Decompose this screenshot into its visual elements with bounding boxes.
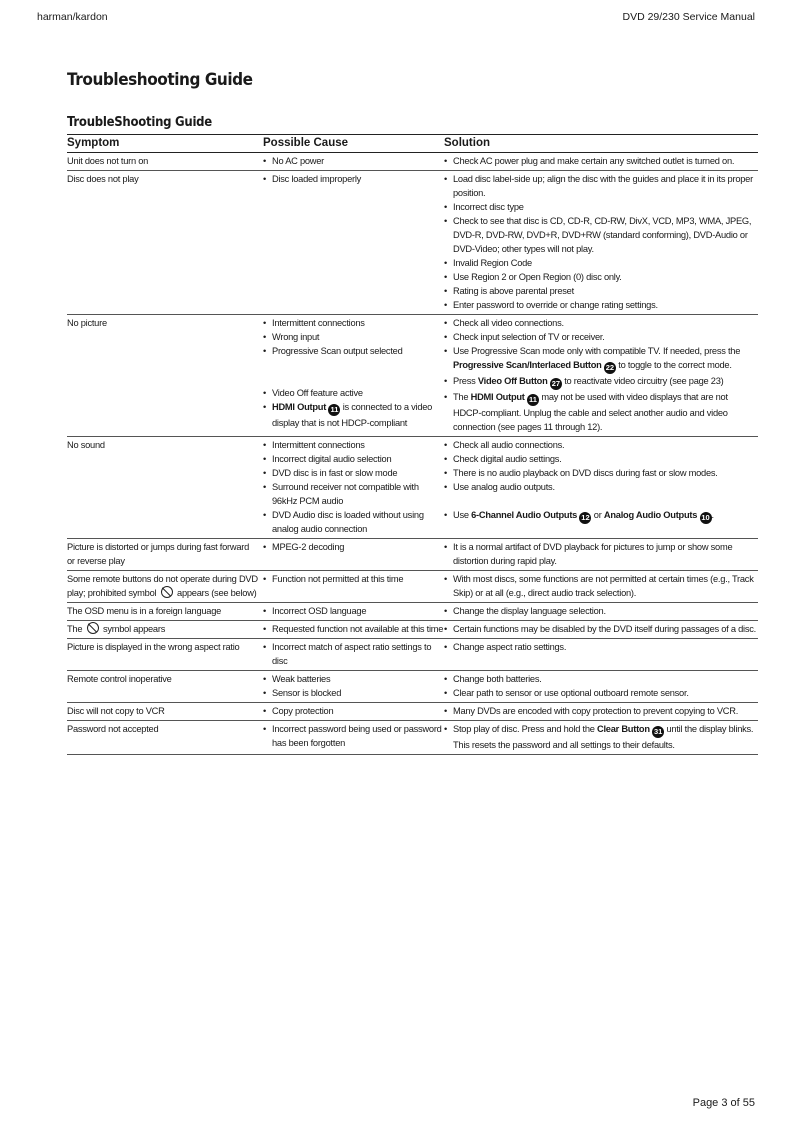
solution-cell bbox=[444, 153, 758, 171]
cause-item: • Progressive Scan output selected bbox=[263, 344, 444, 358]
cause-item: • Intermittent connections bbox=[263, 316, 444, 330]
cause-item: • Surround receiver not compatible with 96kHz PCM audio bbox=[263, 480, 444, 508]
solution-cell bbox=[444, 721, 758, 755]
six-channel-outputs-label: 6-Channel Audio Outputs bbox=[471, 510, 578, 520]
solution-cell bbox=[444, 603, 758, 621]
solution-item: • It is a normal artifact of DVD playback for pictures to jump or show some distortion during rapid play. bbox=[444, 540, 758, 568]
hdmi-output-label: HDMI Output bbox=[470, 392, 525, 402]
solution-item: • Change the display language selection. bbox=[444, 604, 758, 618]
solution-item: • Check all audio connections. bbox=[444, 438, 758, 452]
symptom-cell: Picture is distorted or jumps during fast forward or reverse play bbox=[67, 539, 263, 571]
cause-item: • Incorrect match of aspect ratio settings to disc bbox=[263, 640, 444, 668]
solution-item bbox=[444, 374, 758, 390]
cause-item: • Wrong input bbox=[263, 330, 444, 344]
hdmi-output-label: HDMI Output bbox=[272, 402, 327, 412]
column-header-cause: Possible Cause bbox=[263, 135, 444, 153]
solution-item: • Check AC power plug and make certain any switched outlet is turned on. bbox=[444, 154, 758, 168]
header-manual-title: DVD 29/230 Service Manual bbox=[622, 11, 755, 23]
cause-text: is connected to a video display that is not HDCP-compliant bbox=[272, 402, 433, 428]
solution-cell bbox=[444, 671, 758, 703]
table-row bbox=[67, 539, 758, 571]
table-row bbox=[67, 671, 758, 703]
cause-item: • DVD Audio disc is loaded without using analog audio connection bbox=[263, 508, 444, 536]
video-off-button-label: Video Off Button bbox=[477, 376, 548, 386]
symptom-cell: No sound bbox=[67, 437, 263, 539]
symptom-cell: Disc will not copy to VCR bbox=[67, 703, 263, 721]
table-row bbox=[67, 603, 758, 621]
solution-item: • With most discs, some functions are not permitted at certain times (e.g., Track Skip) or at all (e.g., direct audio track selection). bbox=[444, 572, 758, 600]
cause-cell bbox=[263, 703, 444, 721]
cause-item: • Disc loaded improperly bbox=[263, 172, 444, 186]
cause-cell bbox=[263, 153, 444, 171]
symptom-cell: The OSD menu is in a foreign language bbox=[67, 603, 263, 621]
cause-item: • Intermittent connections bbox=[263, 438, 444, 452]
table-row bbox=[67, 315, 758, 437]
header-brand: harman/kardon bbox=[37, 11, 108, 23]
solution-cell bbox=[444, 315, 758, 437]
progressive-scan-button-label: Progressive Scan/Interlaced Button bbox=[453, 360, 602, 370]
table-row bbox=[67, 703, 758, 721]
table-header-row bbox=[67, 135, 758, 153]
table-row bbox=[67, 153, 758, 171]
solution-cell bbox=[444, 539, 758, 571]
cause-item: • Video Off feature active bbox=[263, 386, 444, 400]
solution-item: • Clear path to sensor or use optional outboard remote sensor. bbox=[444, 686, 758, 700]
symptom-cell: Picture is displayed in the wrong aspect ratio bbox=[67, 639, 263, 671]
solution-text: Press bbox=[453, 376, 478, 386]
solution-item: • Rating is above parental preset bbox=[444, 284, 758, 298]
solution-item: • Check all video connections. bbox=[444, 316, 758, 330]
solution-text: Use Progressive Scan mode only with compatible TV. If needed, press the bbox=[453, 346, 741, 356]
table-row bbox=[67, 571, 758, 603]
symptom-cell: Disc does not play bbox=[67, 171, 263, 315]
solution-item: • Use analog audio outputs. bbox=[444, 480, 758, 494]
callout-number-icon: 10 bbox=[701, 513, 710, 522]
solution-cell bbox=[444, 639, 758, 671]
solution-item: • Many DVDs are encoded with copy protection to prevent copying to VCR. bbox=[444, 704, 758, 718]
solution-text: to reactivate video circuitry (see page 23) bbox=[561, 376, 724, 386]
cause-item: • Incorrect OSD language bbox=[263, 604, 444, 618]
solution-text: Stop play of disc. Press and hold the bbox=[453, 724, 597, 734]
solution-text: to toggle to the correct mode. bbox=[615, 360, 732, 370]
solution-item: • There is no audio playback on DVD discs during fast or slow modes. bbox=[444, 466, 758, 480]
solution-item bbox=[444, 722, 758, 752]
symptom-text: symbol appears bbox=[102, 624, 166, 634]
table-row bbox=[67, 621, 758, 639]
solution-item: • Certain functions may be disabled by the DVD itself during passages of a disc. bbox=[444, 622, 758, 636]
table-row bbox=[67, 437, 758, 539]
troubleshooting-table bbox=[67, 134, 758, 755]
solution-item: • Use Region 2 or Open Region (0) disc only. bbox=[444, 270, 758, 284]
solution-item: • Invalid Region Code bbox=[444, 256, 758, 270]
cause-cell bbox=[263, 437, 444, 539]
symptom-cell bbox=[67, 621, 263, 639]
solution-text: until the display blinks. This resets the password and all settings to their defaults. bbox=[453, 724, 754, 750]
symptom-cell bbox=[67, 571, 263, 603]
solution-cell bbox=[444, 571, 758, 603]
cause-cell bbox=[263, 621, 444, 639]
symptom-text: appears (see below) bbox=[177, 588, 257, 598]
page-number: Page 3 of 55 bbox=[692, 1097, 755, 1109]
symptom-text: The bbox=[67, 624, 83, 634]
table-title: TroubleShooting Guide bbox=[67, 115, 212, 130]
solution-item: • Incorrect disc type bbox=[444, 200, 758, 214]
symptom-cell: Password not accepted bbox=[67, 721, 263, 755]
solution-text: Use bbox=[453, 510, 472, 520]
callout-number-icon: 27 bbox=[551, 379, 561, 388]
solution-item bbox=[444, 390, 758, 434]
page-title: Troubleshooting Guide bbox=[67, 70, 253, 90]
cause-cell bbox=[263, 603, 444, 621]
prohibited-icon bbox=[161, 586, 173, 598]
solution-item: • Enter password to override or change rating settings. bbox=[444, 298, 758, 312]
solution-item: • Load disc label-side up; align the disc with the guides and place it in its proper position. bbox=[444, 172, 758, 200]
cause-item bbox=[263, 400, 444, 430]
symptom-cell: Remote control inoperative bbox=[67, 671, 263, 703]
clear-button-label: Clear Button bbox=[597, 724, 650, 734]
cause-item: • Sensor is blocked bbox=[263, 686, 444, 700]
cause-item: • Function not permitted at this time bbox=[263, 572, 444, 586]
solution-text: The bbox=[453, 392, 471, 402]
solution-item: • Check to see that disc is CD, CD-R, CD-RW, DivX, VCD, MP3, WMA, JPEG, DVD-R, DVD-RW, DVD+R, DVD+RW (standard conforming), DVD-Audio or DVD-Video; other types will not play. bbox=[444, 214, 758, 256]
solution-text: or bbox=[591, 510, 604, 520]
callout-number-icon: 22 bbox=[605, 363, 615, 372]
cause-cell bbox=[263, 315, 444, 437]
cause-item: • Copy protection bbox=[263, 704, 444, 718]
solution-text: may not be used with video displays that are not HDCP-compliant. Unplug the cable and select another audio and video connection (see pages 11 through 12). bbox=[453, 392, 728, 432]
solution-cell bbox=[444, 703, 758, 721]
solution-item: • Check digital audio settings. bbox=[444, 452, 758, 466]
solution-cell bbox=[444, 621, 758, 639]
cause-cell bbox=[263, 171, 444, 315]
column-header-symptom: Symptom bbox=[67, 135, 263, 153]
cause-item: • Weak batteries bbox=[263, 672, 444, 686]
cause-item: • Incorrect digital audio selection bbox=[263, 452, 444, 466]
solution-item bbox=[444, 344, 758, 374]
cause-cell bbox=[263, 571, 444, 603]
cause-cell bbox=[263, 721, 444, 755]
callout-number-icon: 11 bbox=[328, 404, 340, 416]
cause-item: • Incorrect password being used or password has been forgotten bbox=[263, 722, 444, 750]
table-row bbox=[67, 639, 758, 671]
solution-item: • Check input selection of TV or receiver. bbox=[444, 330, 758, 344]
cause-item: • No AC power bbox=[263, 154, 444, 168]
symptom-cell: No picture bbox=[67, 315, 263, 437]
solution-item: • Change aspect ratio settings. bbox=[444, 640, 758, 654]
column-header-solution: Solution bbox=[444, 135, 758, 153]
callout-number-icon: 11 bbox=[527, 394, 539, 406]
symptom-cell: Unit does not turn on bbox=[67, 153, 263, 171]
table-row bbox=[67, 721, 758, 755]
cause-item: • DVD disc is in fast or slow mode bbox=[263, 466, 444, 480]
cause-item: • Requested function not available at this time bbox=[263, 622, 444, 636]
callout-number-icon: 12 bbox=[581, 513, 590, 522]
solution-item bbox=[444, 508, 758, 524]
cause-cell bbox=[263, 639, 444, 671]
cause-item: • MPEG-2 decoding bbox=[263, 540, 444, 554]
symptom-text: Some remote buttons do not operate during DVD play; prohibited symbol bbox=[67, 574, 258, 598]
table-row bbox=[67, 171, 758, 315]
cause-cell bbox=[263, 539, 444, 571]
solution-item: • Change both batteries. bbox=[444, 672, 758, 686]
cause-cell bbox=[263, 671, 444, 703]
solution-text: . bbox=[711, 510, 714, 520]
analog-outputs-label: Analog Audio Outputs bbox=[603, 510, 698, 520]
callout-number-icon: 31 bbox=[653, 727, 663, 736]
solution-cell bbox=[444, 171, 758, 315]
solution-cell bbox=[444, 437, 758, 539]
prohibited-icon bbox=[87, 622, 99, 634]
